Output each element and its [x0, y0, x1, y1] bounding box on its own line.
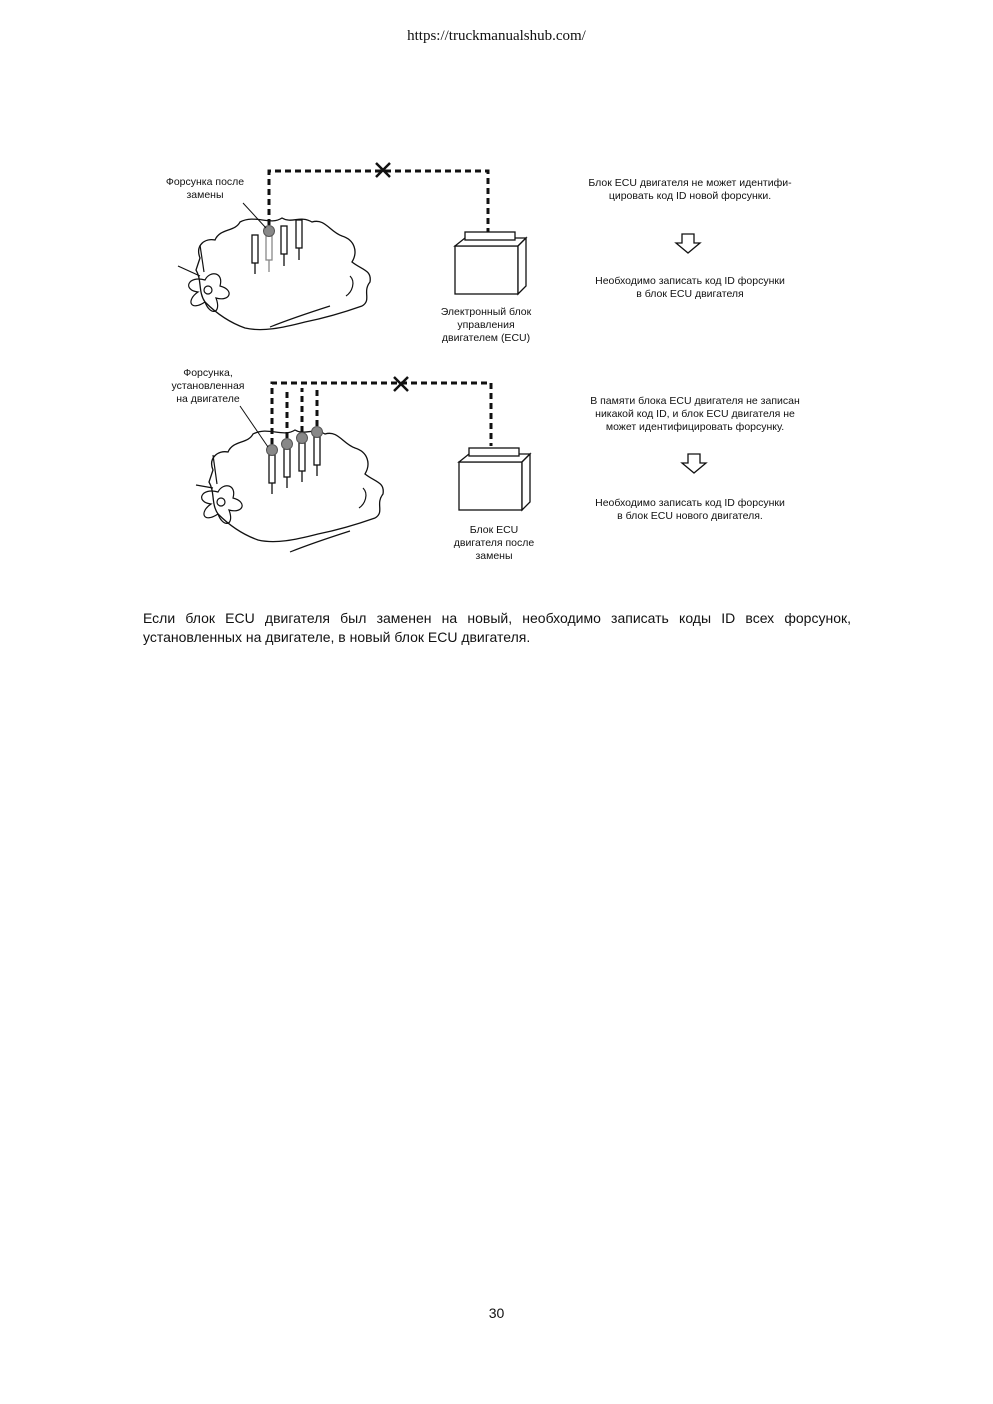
diagram-svg — [0, 0, 993, 600]
header-url: https://truckmanualshub.com/ — [407, 28, 586, 44]
bottom-message: В памяти блока ECU двигателя не записан никакой код ID, и блок ECU двигателя не может идентифицировать форсунку. — [590, 395, 800, 433]
top-injectors — [252, 220, 302, 274]
body-paragraph: Если блок ECU двигателя был заменен на новый, необходимо записать коды ID всех форсунок, установленных на двигателе, в новый блок ECU двигателя. — [143, 610, 851, 645]
diagram-figure — [0, 0, 993, 600]
top-ecu-box — [455, 232, 526, 294]
top-ecu-label: Электронный блок управления двигателем (ECU) — [440, 306, 532, 344]
top-engine-fan — [178, 245, 229, 311]
bottom-engine-fan — [196, 455, 242, 523]
top-action: Необходимо записать код ID форсунки в блок ECU двигателя — [595, 275, 785, 300]
top-engine-detail — [346, 276, 353, 296]
bottom-injector-label: Форсунка, установленная на двигателе — [171, 367, 245, 405]
top-engine-outline — [196, 218, 370, 330]
bottom-engine-detail — [359, 488, 366, 508]
bottom-ecu-label: Блок ECU двигателя после замены — [453, 524, 535, 562]
page-number: 30 — [488, 1305, 505, 1321]
top-injector-label: Форсунка после замены — [165, 176, 245, 201]
bottom-engine-outline — [209, 430, 383, 542]
top-down-arrow-icon — [676, 234, 700, 253]
bottom-injectors — [269, 437, 320, 494]
bottom-action: Необходимо записать код ID форсунки в блок ECU нового двигателя. — [595, 497, 785, 522]
bottom-ecu-box — [459, 448, 530, 510]
top-message: Блок ECU двигателя не может идентифи- цировать код ID новой форсунки. — [588, 177, 792, 202]
bottom-down-arrow-icon — [682, 454, 706, 473]
top-leader-line — [243, 203, 266, 228]
